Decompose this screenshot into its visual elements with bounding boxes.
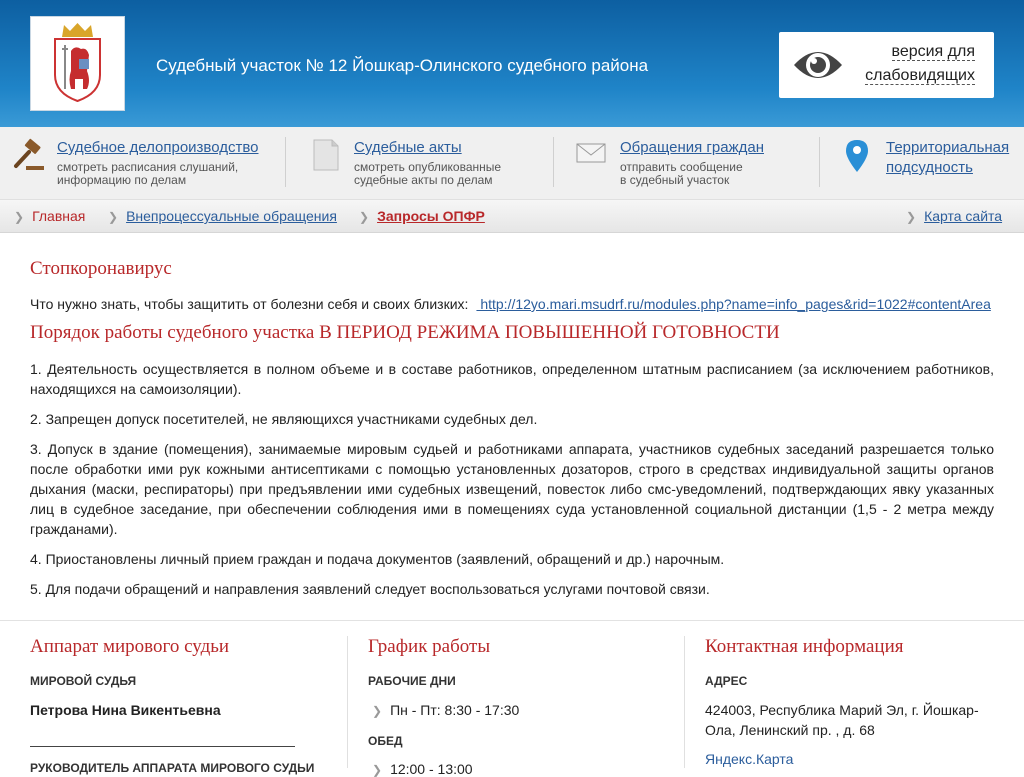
column-divider <box>684 636 685 768</box>
nav-title-line[interactable]: подсудность <box>886 159 973 176</box>
footer-column-schedule <box>368 636 668 777</box>
breadcrumb <box>0 200 1024 233</box>
nav-subtitle: информацию по делам <box>57 173 187 187</box>
low-vision-version-button[interactable] <box>779 32 994 98</box>
nav-divider <box>553 137 554 187</box>
sitemap-link-label[interactable]: Карта сайта <box>924 208 1003 224</box>
breadcrumb-parent[interactable] <box>108 208 337 224</box>
article-title: Порядок работы судебного участка В ПЕРИОД РЕЖИМА ПОВЫШЕННОЙ ГОТОВНОСТИ <box>30 322 780 343</box>
breadcrumb-home-label[interactable]: Главная <box>32 208 86 224</box>
eye-icon <box>792 45 844 85</box>
footer-title: Контактная информация <box>705 636 904 657</box>
main-nav <box>0 127 1024 200</box>
chevron-right-icon: ❯ <box>359 210 370 224</box>
nav-subtitle: отправить сообщение <box>620 160 743 174</box>
nav-title[interactable]: Судебное делопроизводство <box>57 139 259 156</box>
footer-divider <box>0 620 1024 621</box>
nav-divider <box>285 137 286 187</box>
judge-label: МИРОВОЙ СУДЬЯ <box>30 674 137 688</box>
judge-name: Петрова Нина Викентьевна <box>30 702 221 718</box>
nav-subtitle: судебные акты по делам <box>354 173 493 187</box>
workdays-hours <box>372 702 519 718</box>
document-icon <box>310 138 346 174</box>
envelope-icon <box>576 138 612 174</box>
page-title: Судебный участок № 12 Йошкар-Олинского судебного района <box>156 56 649 75</box>
lunch-label: ОБЕД <box>368 734 403 748</box>
chevron-right-icon: ❯ <box>372 704 383 718</box>
chevron-right-icon: ❯ <box>906 210 917 224</box>
address-label: АДРЕС <box>705 674 748 688</box>
paragraph-3: 3. Допуск в здание (помещения), занимаемые мировым судьей и работниками аппарата, участников судебных заседаний разрешается только после обработки ими рук кожными антисептиками с помощью установленных дозаторов, строго в средствах индивидуальной защиты органов дыхания (маски, респираторы) при предъявлении ими судебных извещений, повесток либо смс-уведомлений, подтверждающих явку указанных лиц в судебное заседание, при обеспечении соблюдения ими в помещениях суда установленной социальной дистанции (1,5 - 2 метра между гражданами). <box>30 441 994 537</box>
nav-subtitle: смотреть расписания слушаний, <box>57 160 239 174</box>
footer-column-contacts <box>705 636 995 767</box>
section-title: Стопкоронавирус <box>30 258 172 279</box>
breadcrumb-current[interactable] <box>359 208 485 224</box>
paragraph-1: 1. Деятельность осуществляется в полном объеме и в составе работников, определенном штатным расписанием (за исключением работников, находящихся на самоизоляции). <box>30 361 994 397</box>
footer-title: График работы <box>368 636 491 657</box>
breadcrumb-parent-link[interactable]: Внепроцессуальные обращения <box>126 208 337 224</box>
lunch-hours <box>372 761 473 777</box>
coat-of-arms-icon[interactable] <box>30 16 125 111</box>
chevron-right-icon: ❯ <box>108 210 119 224</box>
sitemap-link[interactable] <box>906 208 1002 224</box>
vision-label-2: слабовидящих <box>865 67 975 84</box>
covid-info-line <box>30 296 991 312</box>
nav-title-line[interactable]: Территориальная <box>886 139 1010 156</box>
chevron-right-icon: ❯ <box>372 763 383 777</box>
paragraph-4: 4. Приостановлены личный прием граждан и подача документов (заявлений, обращений и др.) нарочным. <box>30 551 725 567</box>
nav-divider <box>819 137 820 187</box>
vision-label-1: версия для <box>891 43 975 60</box>
breadcrumb-current-link[interactable]: Запросы ОПФР <box>377 208 485 224</box>
workdays-value: Пн - Пт: 8:30 - 17:30 <box>390 702 520 718</box>
workdays-label: РАБОЧИЕ ДНИ <box>368 674 456 688</box>
address-value: 424003, Республика Марий Эл, г. Йошкар-Ола, Ленинский пр. , д. 68 <box>705 702 979 738</box>
paragraph-5: 5. Для подачи обращений и направления заявлений следует воспользоваться услугами почтовой связи. <box>30 581 710 597</box>
covid-info-text: Что нужно знать, чтобы защитить от болезни себя и своих близких: <box>30 296 469 312</box>
nav-title[interactable]: Обращения граждан <box>620 139 764 156</box>
nav-subtitle: в судебный участок <box>620 173 730 187</box>
nav-subtitle: смотреть опубликованные <box>354 160 502 174</box>
lunch-value: 12:00 - 13:00 <box>390 761 473 777</box>
gavel-icon <box>12 138 48 174</box>
nav-title[interactable]: Судебные акты <box>354 139 462 156</box>
covid-info-link[interactable]: http://12yo.mari.msudrf.ru/modules.php?name=info_pages&rid=1022#contentArea <box>476 296 991 312</box>
column-divider <box>347 636 348 768</box>
nav-title[interactable] <box>886 138 1009 178</box>
map-pin-icon <box>844 138 880 174</box>
footer-column-office <box>30 636 330 775</box>
yandex-map-link[interactable]: Яндекс.Карта <box>705 751 794 767</box>
chevron-right-icon: ❯ <box>14 210 25 224</box>
breadcrumb-home[interactable] <box>14 208 85 224</box>
paragraph-2: 2. Запрещен допуск посетителей, не являющихся участниками судебных дел. <box>30 411 538 427</box>
footer-title: Аппарат мирового судьи <box>30 636 230 657</box>
divider-line <box>30 746 295 747</box>
office-head-label: РУКОВОДИТЕЛЬ АППАРАТА МИРОВОГО СУДЬИ <box>30 761 315 775</box>
site-header <box>0 0 1024 127</box>
